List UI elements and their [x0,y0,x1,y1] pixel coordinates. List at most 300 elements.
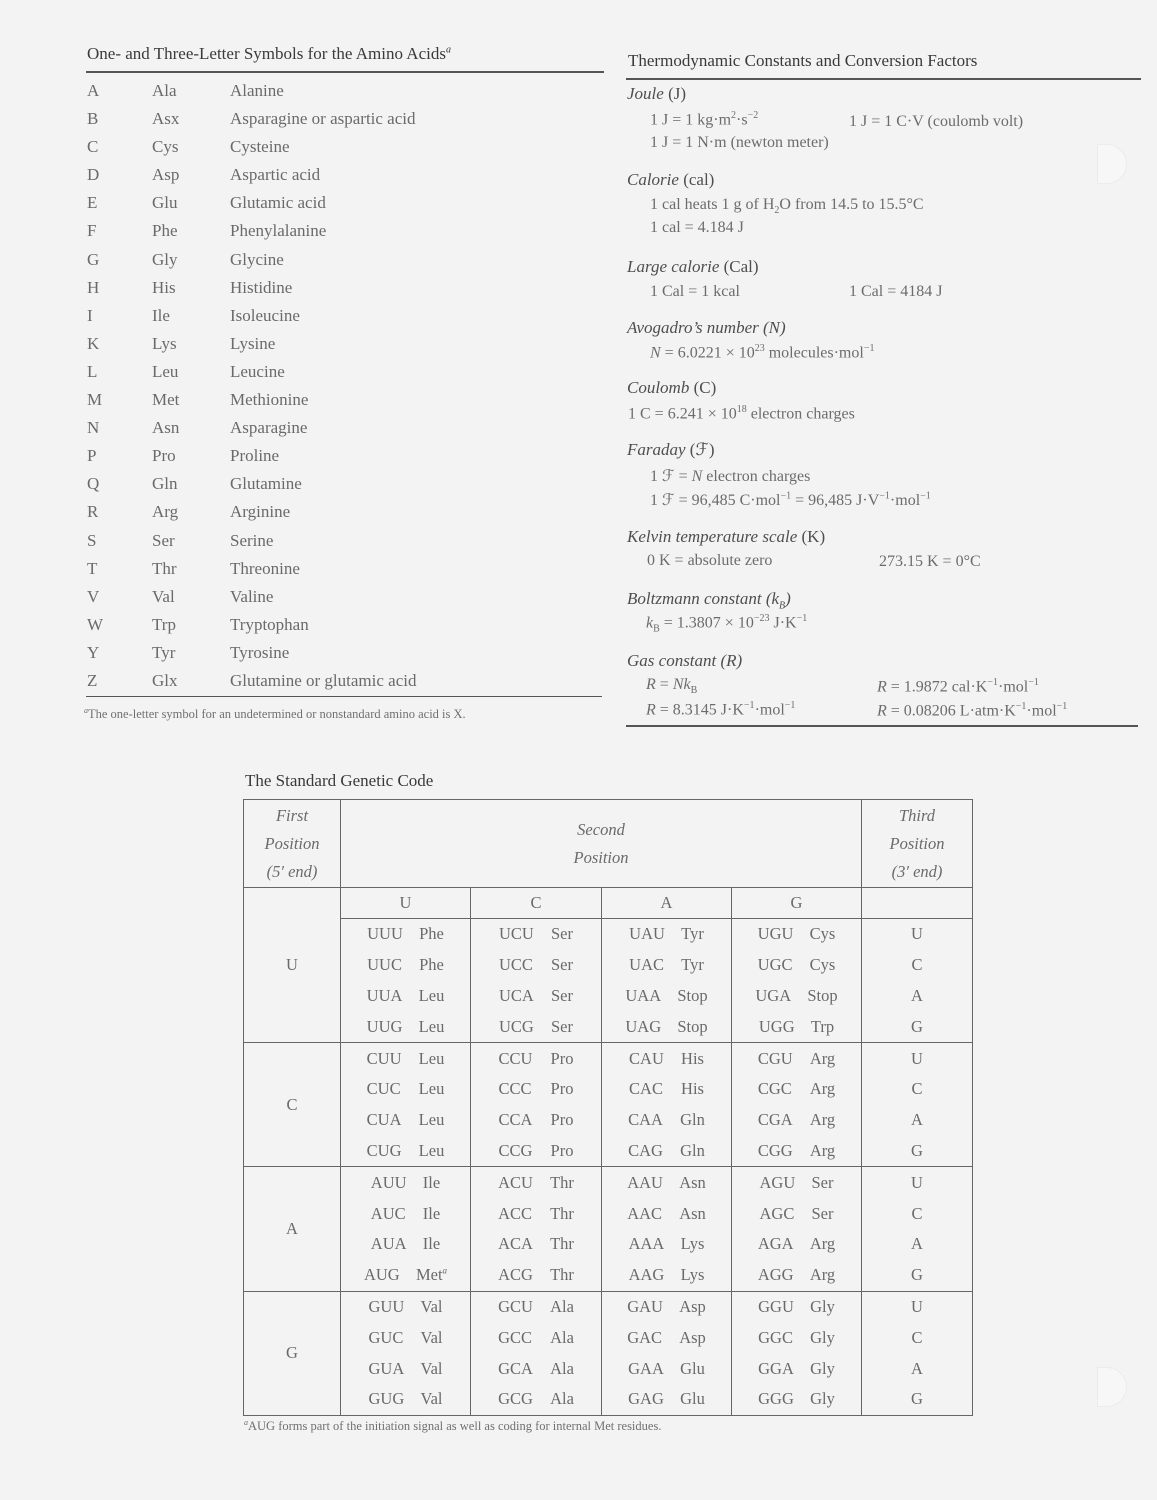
codon-entry [627,1328,706,1348]
codon-row [244,1167,973,1198]
one-letter-symbol: D [87,165,100,185]
codon-cell [471,1074,602,1105]
amino-acid-abbrev: Stop [677,985,708,1005]
codon: GUG [368,1389,405,1409]
calorie-l1-post: O from 14.5 to 15.5°C [779,196,924,213]
amino-acid-abbrev: Thr [550,1172,574,1192]
one-letter-symbol: Z [87,670,98,690]
amino-acid-name: Glutamine or glutamic acid [230,670,417,690]
codon-entry [758,924,836,944]
codon-cell [471,981,602,1012]
faraday-line-1 [650,466,810,486]
boltzmann-head-sub: B [779,600,786,612]
codon-cell [602,1353,732,1384]
large-calorie-line-1a: 1 Cal = 1 kcal [650,283,740,300]
codon-row [244,1384,973,1415]
codon: CUA [366,1110,402,1130]
codon-entry [499,1141,574,1161]
codon-row [244,1322,973,1353]
codon: ACU [498,1172,533,1192]
three-letter-symbol: Asx [152,109,180,129]
amino-acid-name: Tyrosine [230,642,290,662]
codon-row [244,950,973,981]
one-letter-symbol: P [87,446,97,466]
coulomb-exp: 18 [736,404,747,415]
gas-l2b-var: R [877,702,887,720]
binder-hole-top [1097,144,1127,184]
codon: UGA [755,985,792,1005]
three-letter-symbol: Trp [152,614,176,634]
gas-l1b-e2: −1 [1028,677,1039,688]
amino-acid-abbrev: Asp [679,1296,706,1316]
codon-row [244,1136,973,1167]
codon-entry [371,1234,440,1254]
codon-cell [341,950,471,981]
codon-cell [471,1043,602,1074]
codon-cell [471,1384,602,1415]
kelvin-name: Kelvin temperature scale [627,527,798,546]
codon: UCU [499,924,534,944]
avogadro-var: N [650,344,661,362]
amino-acid-abbrev: Val [420,1358,443,1378]
codon: GGC [758,1327,793,1347]
codon: GGU [758,1296,794,1316]
joule-line-1a [650,110,758,129]
codon-entry [628,1141,705,1161]
codon-cell [602,1384,732,1415]
amino-acid-abbrev: Tyr [681,955,704,975]
genetic-code-footnote-text: AUG forms part of the initiation signal as well as coding for internal Met residues. [248,1419,662,1434]
amino-acid-abbrev: Leu [418,1048,445,1068]
codon: UUC [367,955,402,975]
first-position-header [244,800,341,888]
avogadro-heading [627,318,786,338]
codon-row [244,1291,973,1322]
codon-cell [602,1105,732,1136]
codon-entry [760,1204,834,1224]
codon-cell [471,1105,602,1136]
amino-acid-abbrev: Lys [680,1265,705,1285]
calorie-line-2: 1 cal = 4.184 J [650,219,744,236]
amino-acid-name: Isoleucine [230,305,300,325]
three-letter-symbol: Lys [152,333,177,353]
codon-entry [367,1049,445,1069]
codon-entry [629,955,704,975]
codon-cell [732,1291,862,1322]
codon-entry [367,1079,445,1099]
codon: GGG [758,1389,794,1409]
one-letter-symbol: N [87,418,100,438]
amino-acid-abbrev: Ser [551,955,573,975]
codon-entry [628,1389,705,1409]
thermo-top-rule [626,78,1141,80]
codon-entry [369,1328,443,1348]
amino-acid-abbrev: Thr [550,1203,574,1223]
amino-acid-abbrev: Ala [550,1389,574,1409]
codon-entry [629,1079,704,1099]
codon: CCA [498,1110,533,1130]
three-letter-symbol: Met [152,390,180,410]
amino-acid-abbrev: Asn [679,1172,706,1192]
codon-entry [367,924,444,944]
codon: AAG [628,1265,665,1285]
boltzmann-exp: −23 [753,613,770,624]
amino-acid-abbrev: Arg [809,1265,836,1285]
one-letter-symbol: E [87,193,98,213]
amino-acid-abbrev: Pro [550,1048,574,1068]
third-position-letter: C [862,1322,973,1353]
codon-cell [602,919,732,950]
third-position-letter: U [862,1291,973,1322]
first-position-cell: A [244,1167,341,1291]
amino-acid-name: Phenylalanine [230,221,327,241]
third-position-letter: G [862,1011,973,1042]
one-letter-symbol: K [87,333,100,353]
amino-acid-abbrev: Ser [551,1016,573,1036]
codon: CGA [757,1110,793,1130]
codon-cell [471,1260,602,1291]
codon-entry [627,1204,706,1224]
one-letter-symbol: F [87,221,97,241]
codon: UCA [499,985,534,1005]
codon-row [244,1074,973,1105]
calorie-l1-pre: 1 cal heats 1 g of H [650,196,775,213]
third-position-letter: U [862,919,973,950]
codon-entry [498,1265,574,1285]
first-position-header-line: First [275,805,309,825]
codon-entry [760,1173,834,1193]
amino-acid-name: Valine [230,586,274,606]
large-calorie-line-1b: 1 Cal = 4184 J [849,283,943,300]
three-letter-symbol: Ala [152,81,177,100]
avogadro-value [650,343,874,362]
codon-entry [499,986,573,1006]
amino-acid-name: Histidine [230,277,293,297]
amino-acid-abbrev: Phe [419,924,444,944]
three-letter-symbol: Glx [152,670,178,690]
gas-l2b-pre: = 0.08206 L·atm·K [886,702,1016,720]
amino-acid-abbrev: Val [420,1296,443,1316]
boltzmann-var: k [646,614,654,632]
three-letter-symbol: Gln [152,474,178,494]
faraday-l1-pre: 1 ℱ = [650,468,692,485]
codon-cell [341,1260,471,1291]
codon-cell [732,1105,862,1136]
codon-cell [471,1291,602,1322]
avogadro-name: Avogadro’s number (N) [627,318,786,337]
amino-acid-name: Asparagine [230,418,308,438]
amino-acid-abbrev: Val [420,1389,443,1409]
coulomb-heading [627,378,716,398]
amino-acid-name: Asparagine or aspartic acid [230,109,416,129]
codon: AAC [627,1203,663,1223]
amino-acid-name: Lysine [230,333,276,353]
codon-entry [367,1110,445,1130]
three-letter-symbol: Val [152,586,175,606]
codon: CUU [366,1048,402,1068]
gas-constant-name: Gas constant (R) [627,651,743,670]
codon-cell [602,1167,732,1198]
joule-s-text: ·s [736,111,748,129]
amino-acid-title-mark: a [445,44,451,56]
boltzmann-val-pre: = 1.3807 × 10 [659,614,754,632]
second-position-letter: U [341,888,471,919]
codon-entry [627,1297,706,1317]
boltzmann-head-text: Boltzmann constant (k [627,589,780,608]
calorie-symbol: (cal) [683,170,715,189]
first-position-header-line: (5′ end) [266,861,318,881]
amino-acid-name: Arginine [230,502,291,522]
three-letter-symbol: Arg [152,502,179,522]
amino-acid-abbrev: Ser [811,1172,834,1192]
faraday-l2-c-exp: −1 [920,490,931,502]
codon-cell [602,1322,732,1353]
three-letter-symbol: Asp [152,165,180,185]
amino-acid-abbrev: Tyr [681,924,704,944]
amino-acid-abbrev: His [681,1079,704,1099]
amino-acid-abbrev: Lys [680,1234,705,1254]
codon-entry [758,1079,835,1099]
codon: UAC [629,955,664,975]
gas-l2a-e1: −1 [743,700,755,711]
three-letter-symbol: Thr [152,558,177,578]
codon-entry [758,1049,835,1069]
codon-row [244,1198,973,1229]
codon-cell [732,1322,862,1353]
three-letter-symbol: Asn [152,418,180,438]
amino-acid-abbrev: Gln [680,1110,705,1130]
kelvin-symbol: (K) [801,527,826,546]
codon-cell [732,1384,862,1415]
one-letter-symbol: V [87,586,100,606]
codon-cell [341,1291,471,1322]
codon-entry [499,1110,574,1130]
codon-entry [367,1017,445,1037]
amino-acid-abbrev: Stop [807,985,838,1005]
large-calorie-symbol: (Cal) [723,257,759,276]
amino-acid-abbrev: Ala [550,1296,574,1316]
amino-acid-name: Proline [230,446,280,466]
kelvin-line-1b: 273.15 K = 0°C [879,553,981,570]
amino-acid-abbrev: Arg [809,1110,836,1130]
calorie-name: Calorie [627,170,679,189]
amino-acid-abbrev: Gly [810,1358,835,1378]
gas-l2a-e2: −1 [784,700,796,711]
codon-entry [498,1173,574,1193]
amino-acid-abbrev: Gln [680,1140,705,1160]
gas-l1a-sub: B [690,685,698,697]
amino-acid-abbrev: Leu [418,1079,445,1099]
codon-cell [471,1136,602,1167]
gas-l1b-pre: = 1.9872 cal·K [886,678,988,696]
genetic-code-footnote [244,1418,661,1434]
amino-acid-name: Glutamic acid [230,193,326,213]
codon: GCG [498,1389,533,1409]
codon-entry [364,1265,447,1285]
codon-cell [471,1011,602,1042]
codon: AGA [757,1234,794,1254]
codon-entry [371,1173,440,1193]
gas-l1a-var: R [646,676,656,693]
one-letter-symbol: G [87,249,100,269]
codon: CGG [757,1140,793,1160]
third-position-letter: A [862,1353,973,1384]
amino-acid-abbrev: Ile [422,1234,441,1254]
codon: ACG [498,1265,533,1285]
codon: AUG [363,1265,400,1285]
codon-entry [499,955,573,975]
amino-acid-abbrev: Ser [551,985,573,1005]
third-position-letter: A [862,1105,973,1136]
codon: GGA [758,1358,794,1378]
first-position-cell: C [244,1043,341,1167]
avogadro-unit-exp: −1 [863,343,875,354]
codon-row [244,1353,973,1384]
third-position-letter: C [862,1074,973,1105]
amino-acid-abbrev: Leu [418,1110,445,1130]
gas-l1b-mid: ·mol [997,678,1029,696]
gas-l2b-e2: −1 [1056,701,1068,712]
amino-acid-name: Glutamine [230,474,302,494]
codon-cell [602,1136,732,1167]
codon: GUU [368,1296,405,1316]
codon: UCC [499,955,533,975]
amino-acid-footnote [84,706,466,722]
boltzmann-heading [627,589,791,611]
codon: GCU [498,1296,533,1316]
codon-entry [498,1234,574,1254]
amino-acid-bottom-rule [86,696,602,697]
second-position-letter: C [471,888,602,919]
codon-cell [732,1198,862,1229]
codon-cell [732,919,862,950]
faraday-l2-b-exp: −1 [879,490,890,502]
second-position-letter: A [602,888,732,919]
gas-l1b-var: R [877,678,887,696]
gas-line-1b [877,677,1039,696]
codon-entry [629,1049,704,1069]
codon: UUA [366,985,403,1005]
amino-acid-name: Serine [230,530,274,550]
third-position-letter: U [862,1043,973,1074]
first-position-header-line: Position [264,833,320,853]
amino-acid-abbrev: Ser [811,1203,834,1223]
codon-entry [758,1389,835,1409]
coulomb-name: Coulomb [627,378,690,397]
coulomb-val-pre: 1 C = 6.241 × 10 [628,405,737,423]
amino-acid-abbrev: Arg [809,1234,836,1254]
coulomb-value [628,404,855,423]
amino-acid-abbrev: Trp [810,1016,835,1036]
codon-cell [471,1353,602,1384]
one-letter-symbol: W [87,614,104,634]
codon-row [244,981,973,1012]
codon: UUG [366,1016,403,1036]
amino-acid-abbrev: Ile [422,1172,441,1192]
codon: UUU [367,924,403,944]
codon-entry [499,924,573,944]
amino-acid-abbrev: Gly [810,1389,835,1409]
amino-acid-abbrev: Arg [809,1048,836,1068]
codon-entry [758,955,836,975]
codon-cell [341,1322,471,1353]
genetic-code-title: The Standard Genetic Code [245,771,434,790]
codon-entry [498,1328,574,1348]
codon: CAA [628,1110,663,1130]
amino-acid-name: Alanine [230,81,284,100]
codon: UGC [757,955,793,975]
codon-cell [471,919,602,950]
codon-entry [367,1141,445,1161]
third-position-letter: G [862,1384,973,1415]
large-calorie-heading [627,257,759,277]
coulomb-val-post: electron charges [746,405,855,423]
amino-acid-abbrev: Met [415,1265,443,1285]
codon-entry [498,1297,574,1317]
amino-acid-table-title [87,44,451,64]
codon-entry [371,1204,440,1224]
joule-line-2: 1 J = 1 N·m (newton meter) [650,134,829,151]
codon: GAA [628,1358,664,1378]
thermo-bottom-rule [626,725,1138,727]
gas-l2a-var: R [646,701,656,719]
third-position-letter: C [862,1198,973,1229]
codon-entry [755,986,837,1006]
faraday-line-2 [650,490,931,510]
codon: GAC [627,1327,663,1347]
second-position-header-line: Position [573,847,629,867]
codon-cell [732,1229,862,1260]
one-letter-symbol: I [87,305,93,325]
codon: GCA [498,1358,533,1378]
one-letter-symbol: T [87,558,98,578]
codon-entry [627,1173,706,1193]
codon: CAU [629,1048,664,1068]
three-letter-symbol: Cys [152,137,179,157]
three-letter-symbol: Leu [152,361,179,381]
one-letter-symbol: R [87,502,99,522]
codon-entry [499,1049,574,1069]
codon-row [244,1043,973,1074]
three-letter-symbol: Gly [152,249,178,269]
amino-acid-abbrev: Pro [550,1140,574,1160]
codon: AAA [628,1234,665,1254]
gas-l1a-eq: = [655,676,673,693]
amino-acid-abbrev: Gly [810,1327,835,1347]
codon-cell [471,1229,602,1260]
calorie-h2o-sub: 2 [774,205,780,217]
codon: AAU [627,1172,663,1192]
binder-hole-bottom [1097,1367,1127,1407]
codon: CUC [366,1079,401,1099]
faraday-l2-a: 1 ℱ = 96,485 C·mol [650,492,781,509]
codon-cell [602,1198,732,1229]
codon-row [244,1260,973,1291]
codon-entry [499,1017,573,1037]
gas-constant-heading [627,651,742,671]
gas-l2b-mid: ·mol [1026,702,1057,720]
first-position-cell: G [244,1291,341,1415]
gas-line-2a [646,700,795,719]
three-letter-symbol: Tyr [152,642,176,662]
codon: UCG [499,1016,534,1036]
codon-entry [625,1017,707,1037]
third-position-spacer [862,888,973,919]
codon-cell [602,1074,732,1105]
amino-acid-abbrev: Pro [550,1110,574,1130]
codon-cell [471,1167,602,1198]
joule-kg-text: 1 J = 1 kg·m [650,111,732,129]
